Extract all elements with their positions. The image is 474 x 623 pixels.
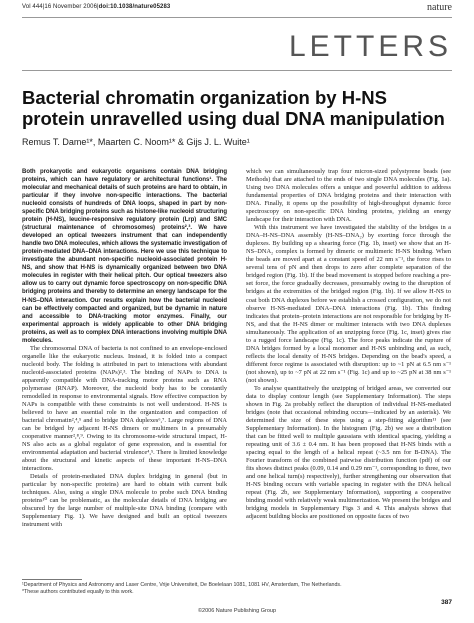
doi[interactable]: doi:10.1038/nature05283 bbox=[98, 4, 171, 10]
body-paragraph: which we can simultaneously trap four micron-sized polystyrene beads (see Methods) that are attached to the ends of two single DNA molecules (Fig. 1a). Using two DNA molecules offers a unique and powerful addition to address fundamental properties of DNA bridging proteins and their interaction with DNA. Finally, it opens up the possibility of high-throughput dynamic force spectroscopy on non-specific DNA binding proteins, yielding an energy landscape for their interaction with DNA. bbox=[246, 168, 451, 224]
copyright: ©2006 Nature Publishing Group bbox=[197, 608, 277, 614]
body-paragraph: The chromosomal DNA of bacteria is not confined to an envelope-enclosed organelle like the eukaryotic nucleus. Instead, it is folded into a compact nucleoid body. The folding is attributed in part to interactions with abundant nucleoid-associated proteins (NAPs)²,³. The binding of NAPs to DNA is apparently compatible with DNA-tracking motor proteins such as RNA polymerase (RNAP). Moreover, the nucleoid body has to be constantly remodelled in response to environmental signals. How effective compaction by NAPs is compatible with these constraints is not well understood. H-NS is believed to have an essential role in the organization and compaction of bacterial chromatin²,⁴,⁵ and to bridge DNA duplexes⁶,⁷. Large regions of DNA can be bridged by adjacent H-NS dimers or multimers in a presumably cooperative manner²,⁸,⁹. Owing to its chromosome-wide structural impact, H-NS also acts as a global regulator of gene expression, and is essential for environmental adaptation and bacterial virulence⁴,⁵. There is limited knowledge about the structural and kinetic aspects of these important H-NS–DNA interactions. bbox=[22, 344, 227, 473]
equal-contribution-footnote: *These authors contributed equally to this work. bbox=[22, 589, 134, 595]
abstract: Both prokaryotic and eukaryotic organisms contain DNA bridging proteins, which can have regulatory or architectural functions¹. The molecular and mechanical details of such proteins are hard to obtain, in particular if they involve non-specific interactions. The bacterial nucleoid consists of hundreds of DNA loops, shaped in part by non-specific DNA bridging proteins such as histone-like nucleoid structuring protein (H-NS), leucine-responsive regulatory protein (Lrp) and SMC (structural maintenance of chromosomes) proteins²,³. We have developed an optical tweezers instrument that can independently handle two DNA molecules, which allows the systematic investigation of protein-mediated DNA–DNA interactions. Here we use this technique to investigate the abundant non-specific nucleoid-associated protein H-NS, and show that H-NS is dynamically organized between two DNA molecules in register with their helical pitch. Our optical tweezers also allow us to carry out dynamic force spectroscopy on non-specific DNA bridging proteins and thereby to determine an energy landscape for the H-NS–DNA interaction. Our results explain how the bacterial nucleoid can be effectively compacted and organized, but be dynamic in nature and accessible to DNA-tracking motor enzymes. Finally, our experimental approach is widely applicable to other DNA bridging proteins, as well as to complex DNA interactions involving multiple DNA molecules. bbox=[22, 169, 227, 344]
article-title: Bacterial chromatin organization by H-NS protein unravelled using dual DNA manipulation bbox=[22, 87, 445, 129]
footnote-rule bbox=[22, 579, 82, 580]
issue-info bbox=[22, 4, 170, 10]
body-paragraph: With this instrument we have investigated the stability of the bridges in a DNA–H-NS–DNA assembly (H-NS–DNA₂) by exerting force through the duplexes. By building up a shearing force (Fig. 1b, inset) we show that an H-NS–DNA₂ complex is formed by dimeric or multimeric H-NS binding. When the beads are moved apart at a constant speed of 22 nm s⁻¹, the force rises to several tens of pN and then drops to zero after complete separation of the bridged region (Fig. 1b). If the bead movement is stopped before reaching a pre-set force, the force gradually decreases, presumably owing to the disruption of bridges at the extremities of the bridged region (Fig. 1b). If we allow H-NS to coat both DNA duplexes before we establish a crossed configuration, we do not observe H-NS-mediated DNA–DNA interactions (Fig. 1b). This finding indicates that protein–protein interactions are not responsible for bridging by H-NS, and that the H-NS dimer or multimer interacts with two DNA duplexes simultaneously. The application of an unzipping force (Fig. 1c, inset) gives rise to a rugged force landscape (Fig. 1c). The force peaks indicate the rupture of DNA bridges formed by a local monomer and H-NS unbinding and, as such, reflects the local density of H-NS bridges. Depending on the bead's speed, a different force regime is associated with disruption: up to ~1 pN at 6.5 nm s⁻¹ (not shown), up to ~7 pN at 22 nm s⁻¹ (Fig. 1c) and up to ~25 pN at 38 nm s⁻¹ (not shown). bbox=[246, 224, 451, 384]
section-heading: LETTERS bbox=[288, 30, 452, 63]
right-column bbox=[246, 168, 451, 521]
page-number: 387 bbox=[441, 599, 452, 606]
body-paragraph: To analyse quantitatively the unzipping of bridged areas, we converted our data to display contour length (see Supplementary Information). The steps shown in Fig. 2a probably reflect the disruption of individual H-NS-mediated bridges (note that occasional rebinding occurs—indicated by an asterisk). We determined the size of these steps using a step-fitting algorithm¹¹ (see Supplementary Information). In the histogram (Fig. 2b) we see a distribution that can be fitted well to multiple gaussians with identical spacing, yielding a repeating unit of 3.6 ± 0.4 nm. It has been proposed that H-NS binds with a spacing equal to the length of a helical repeat (~3.5 nm for B-DNA). The Fourier transform of the combined pairwise distribution function (pdf) of our fits shows distinct peaks (0.09, 0.14 and 0.29 nm⁻¹, corresponding to three, two and one helical turn(s) respectively), further strengthening our observation that H-NS binding occurs with variable spacing in register with the DNA helical repeat (Fig. 2b, see Supplementary Information), supporting a cooperative binding model with relatively weak multimerization. We present the bridges and bridging models in Supplementary Figs 3 and 4. This analysis shows that adjacent building blocks are positioned on opposite faces of two bbox=[246, 384, 451, 521]
journal-name: nature bbox=[427, 2, 452, 13]
section-rule bbox=[22, 70, 452, 71]
footnotes bbox=[22, 582, 342, 596]
header-rule bbox=[22, 17, 452, 18]
affiliation-footnote: ¹Department of Physics and Astronomy and Laser Centre, Vrije Universiteit, De Boelelaan 1081, 1081 HV, Amsterdam, The Netherlands. bbox=[22, 582, 342, 588]
body-paragraph: Details of protein-mediated DNA duplex bridging in general (but in particular by non-specific proteins) are hard to obtain with current bulk techniques. Also, using a single DNA molecule to probe such DNA binding proteins¹⁰ can be problematic, as the molecular details of DNA bridging are obscured by the large number of multiple-site DNA binding (compare with Supplementary Fig. 1). We have designed and built an optical tweezers instrument with bbox=[22, 473, 227, 529]
left-column bbox=[22, 168, 227, 529]
volume-date: Vol 444|16 November 2006| bbox=[22, 4, 99, 10]
author-list: Remus T. Dame¹*, Maarten C. Noom¹* & Gijs J. L. Wuite¹ bbox=[22, 137, 250, 147]
